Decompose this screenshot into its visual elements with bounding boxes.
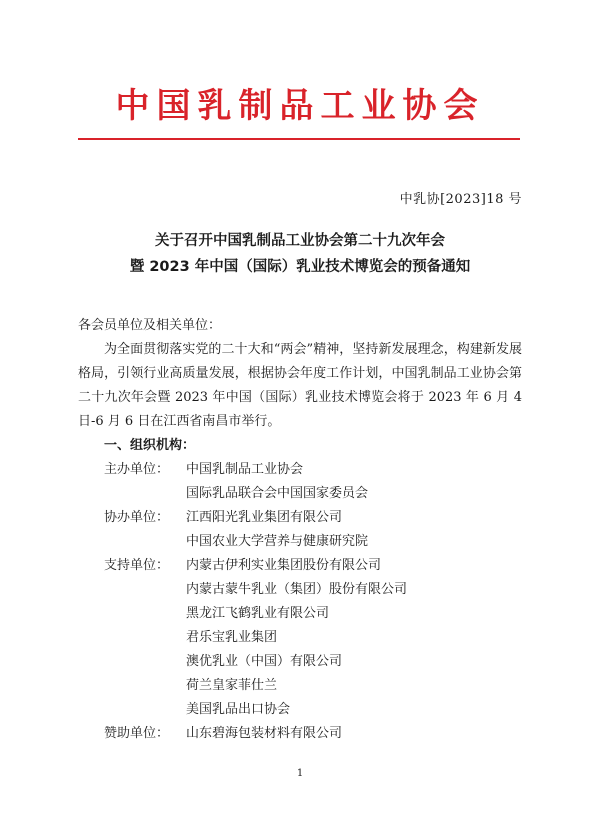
organizer-name: 中国乳制品工业协会 (186, 462, 304, 477)
salutation: 各会员单位及相关单位： (78, 318, 222, 333)
notice-body (78, 314, 522, 746)
intro-paragraph: 为全面贯彻落实党的二十大和“两会”精神，坚持新发展理念，构建新发展格局，引领行业高质量发展，根据协会年度工作计划，中国乳制品工业协会第二十九次年会暨 2023 年中国（国际）乳业技术博览会将于 2023 年 6 月 4 日-6 月 6 日在江西省南昌市举行。 (78, 342, 522, 429)
organizer-list (78, 458, 522, 746)
document-number: 中乳协[2023]18 号 (399, 192, 522, 207)
organization-header: 中国乳制品工业协会 (115, 86, 485, 126)
organizer-role-label: 支持单位： (104, 558, 170, 573)
section-heading-organization: 一、组织机构： (104, 438, 196, 453)
title-line-2: 暨 2023 年中国（国际）乳业技术博览会的预备通知 (129, 259, 471, 275)
organizer-names (186, 722, 522, 746)
page-number: 1 (296, 768, 304, 779)
organizer-name: 山东碧海包装材料有限公司 (186, 726, 343, 741)
organizer-name: 君乐宝乳业集团 (186, 630, 278, 645)
organizer-group (78, 554, 522, 722)
organizer-name: 荷兰皇家菲仕兰 (186, 678, 278, 693)
organizer-role-label: 主办单位： (104, 462, 170, 477)
organizer-group (78, 458, 522, 506)
organizer-group (78, 722, 522, 746)
organizer-name: 美国乳品出口协会 (186, 702, 291, 717)
organizer-names (186, 554, 522, 722)
organizer-name: 中国农业大学营养与健康研究院 (186, 534, 369, 549)
title-line-1: 关于召开中国乳制品工业协会第二十九次年会 (155, 233, 445, 249)
organizer-name: 江西阳光乳业集团有限公司 (186, 510, 343, 525)
organizer-role-label: 赞助单位： (104, 726, 170, 741)
header-red-rule (78, 138, 520, 140)
organizer-name: 内蒙古蒙牛乳业（集团）股份有限公司 (186, 582, 408, 597)
organizer-names (186, 458, 522, 506)
organizer-name: 内蒙古伊利实业集团股份有限公司 (186, 558, 382, 573)
organizer-names (186, 506, 522, 554)
organizer-group (78, 506, 522, 554)
organizer-name: 澳优乳业（中国）有限公司 (186, 654, 343, 669)
organizer-role-label: 协办单位： (104, 510, 170, 525)
organizer-name: 黑龙江飞鹤乳业有限公司 (186, 606, 330, 621)
organizer-name: 国际乳品联合会中国国家委员会 (186, 486, 369, 501)
notice-title (0, 228, 600, 280)
